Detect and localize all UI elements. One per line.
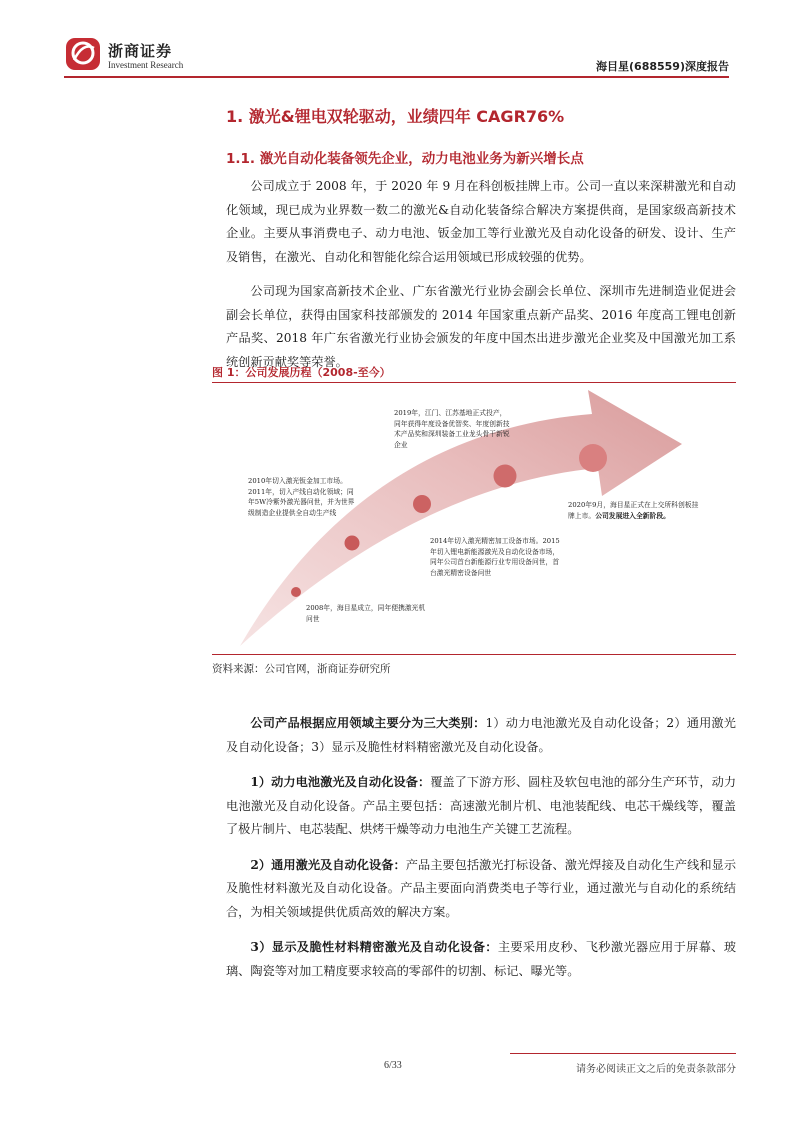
paragraph-honors: 公司现为国家高新技术企业、广东省激光行业协会副会长单位、深圳市先进制造业促进会副会长单位，获得由国家科技部颁发的 2014 年国家重点新产品奖、2016 年度高工锂电创新产品奖、2018 年广东省激光行业协会颁发的年度中国杰出进步激光企业奖及中国激光加工系统创新贡献奖等荣誉。 [226,284,736,369]
category-text-2: 产品主要包括激光打标设备、激光焊接及自动化生产线和显示及脆性材料激光及自动化设备。产品主要面向消费类电子等行业，通过激光与自动化的系统结合，为相关领域提供优质高效的解决方案。 [226,857,737,919]
category-label-3: 3）显示及脆性材料精密激光及自动化设备： [250,940,498,954]
brand-logo-icon [64,36,104,72]
categories-intro-text: 1）动力电池激光及自动化设备；2）通用激光及自动化设备；3）显示及脆性材料精密激光及自动化设备。 [226,716,736,754]
page-number: 6/33 [384,1060,402,1071]
milestone-2008: 2008年，海目星成立，同年便携激光机问世 [306,604,426,623]
brand-name-cn: 浙商证券 [108,42,173,60]
intro-paragraphs [226,175,736,374]
milestone-2010: 2010年切入激光钣金加工市场。2011年，切入产线自动化领域；同年5W冷紫外激光器问世，并为世界级制造企业提供全自动生产线 [248,477,355,517]
categories-section [226,712,736,983]
subsection-heading: 1.1. 激光自动化装备领先企业，动力电池业务为新兴增长点 [226,151,584,167]
footer-disclaimer: 请务必阅读正文之后的免责条款部分 [576,1064,736,1075]
category-item-2 [226,854,736,925]
categories-intro-label: 公司产品根据应用领域主要分为三大类别： [250,716,486,730]
milestone-2019: 2019年，江门、江苏基地正式投产，同年获得年度设备优智奖、年度创新技术产品奖和深圳装备工业龙头骨干新锐企业 [394,409,510,449]
milestone-2020-text: 2020年9月，海目星正式在上交所科创板挂牌上市。 [568,501,699,520]
figure-title: 图 1：公司发展历程（2008-至今） [212,366,391,379]
milestone-dot-2008 [291,587,301,597]
report-title: 海目星(688559)深度报告 [596,60,729,73]
milestone-dot-2019 [494,465,517,488]
header-divider [64,76,729,78]
category-label-2: 2）通用激光及自动化设备： [250,857,406,872]
category-item-3 [226,936,736,983]
milestone-2020-highlight: 公司发展进入全新阶段。 [595,511,670,520]
category-text-1: 覆盖了下游方形、圆柱及软包电池的部分生产环节，动力电池激光及自动化设备。产品主要包括：高速激光制片机、电池装配线、电芯干燥线等，覆盖了极片制片、电芯装配、烘烤干燥等动力电池生产关键工艺流程。 [226,775,737,836]
categories-intro [226,712,736,759]
figure-source: 资料来源：公司官网，浙商证券研究所 [212,663,391,675]
paragraph-company-intro: 公司成立于 2008 年，于 2020 年 9 月在科创板挂牌上市。公司一直以来深耕激光和自动化领域，现已成为业界数一数二的激光&自动化装备综合解决方案提供商，是国家级高新技术企业。主要从事消费电子、动力电池、钣金加工等行业激光及自动化设备的研发、设计、生产及销售，在激光、自动化和智能化综合运用领域已形成较强的优势。 [226,179,736,264]
milestone-dot-2020 [579,444,607,472]
section-heading: 1. 激光&锂电双轮驱动，业绩四年 CAGR76% [226,107,565,126]
milestone-2020 [568,500,704,521]
footer-divider [510,1053,736,1054]
milestone-2014: 2014年切入激光精密加工设备市场。2015年切入锂电新能源激光及自动化设备市场，同年公司首台新能源行业专用设备问世，首台激光精密设备问世 [430,537,560,577]
category-label-1: 1）动力电池激光及自动化设备： [250,775,431,789]
milestone-dot-2014 [413,495,431,513]
category-text-3: 主要采用皮秒、飞秒激光器应用于屏幕、玻璃、陶瓷等对加工精度要求较高的零部件的切割、标记、曝光等。 [226,940,737,978]
category-item-1 [226,771,736,842]
brand-name-en: Investment Research [108,60,184,70]
figure-bottom-rule [212,654,736,655]
figure-top-rule [212,382,736,383]
milestone-dot-2010 [345,536,360,551]
